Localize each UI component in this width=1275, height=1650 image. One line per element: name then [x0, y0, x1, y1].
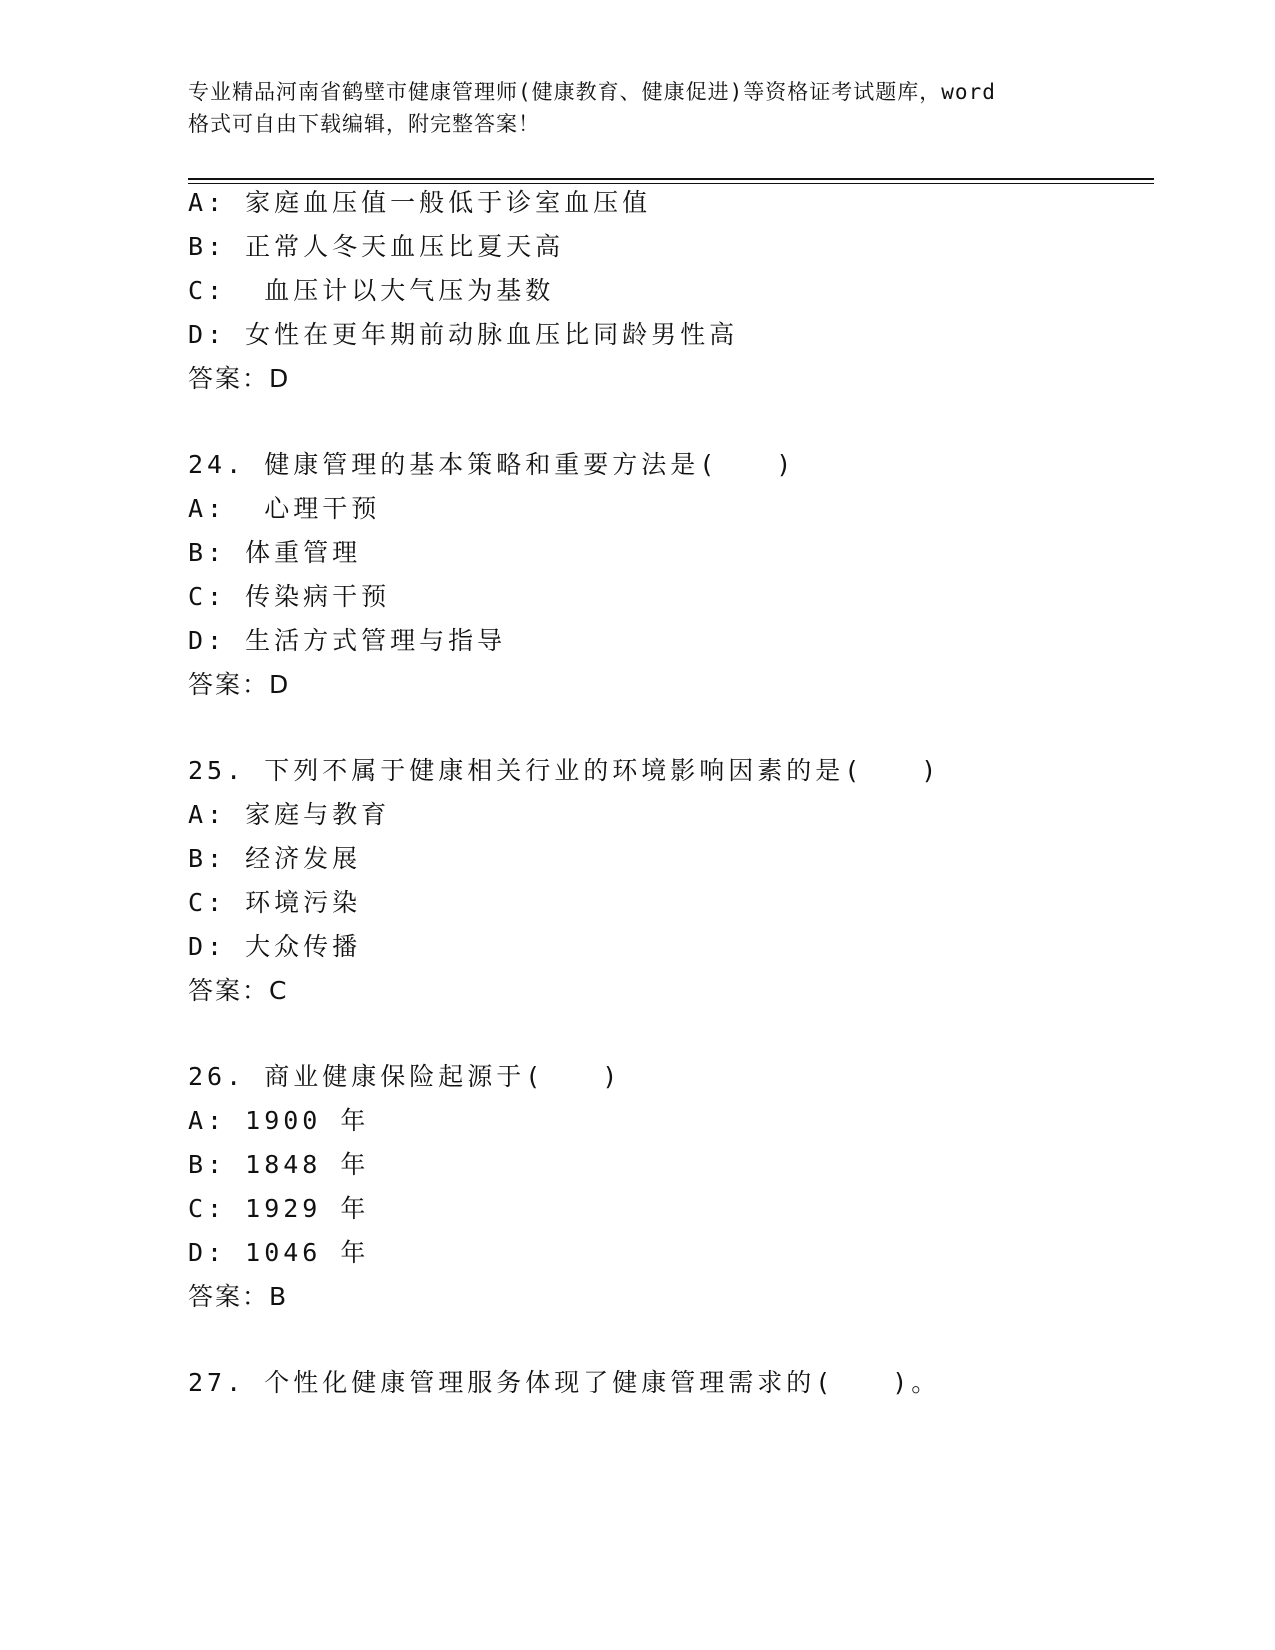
- header-divider-thick: [188, 178, 1154, 180]
- header-line-1: 专业精品河南省鹤壁市健康管理师(健康教育、健康促进)等资格证考试题库，word: [188, 80, 996, 104]
- header-line-2: 格式可自由下载编辑，附完整答案！: [188, 112, 540, 136]
- answer-label: 答案：C: [188, 976, 289, 1005]
- header-divider-thin: [188, 183, 1154, 184]
- document-header: [188, 76, 1088, 140]
- answer-label: 答案：B: [188, 1282, 289, 1311]
- option-d: D: 1046 年: [188, 1238, 370, 1267]
- option-c: C: 血压计以大气压为基数: [188, 276, 555, 305]
- option-d: D: 大众传播: [188, 932, 362, 961]
- question-25-stem: 25. 下列不属于健康相关行业的环境影响因素的是( ): [188, 756, 941, 785]
- option-c: C: 环境污染: [188, 888, 362, 917]
- option-c: C: 传染病干预: [188, 582, 391, 611]
- question-27-stem: 27. 个性化健康管理服务体现了健康管理需求的( )。: [188, 1368, 941, 1397]
- option-b: B: 正常人冬天血压比夏天高: [188, 232, 565, 261]
- option-b: B: 1848 年: [188, 1150, 370, 1179]
- option-a: A: 心理干预: [188, 494, 381, 523]
- answer-label: 答案：D: [188, 364, 291, 393]
- option-a: A: 家庭血压值一般低于诊室血压值: [188, 188, 652, 217]
- option-b: B: 体重管理: [188, 538, 362, 567]
- option-b: B: 经济发展: [188, 844, 362, 873]
- question-24-stem: 24. 健康管理的基本策略和重要方法是( ): [188, 450, 796, 479]
- option-a: A: 家庭与教育: [188, 800, 391, 829]
- option-d: D: 生活方式管理与指导: [188, 626, 507, 655]
- option-c: C: 1929 年: [188, 1194, 370, 1223]
- option-a: A: 1900 年: [188, 1106, 370, 1135]
- answer-label: 答案：D: [188, 670, 291, 699]
- question-26-stem: 26. 商业健康保险起源于( ): [188, 1062, 622, 1091]
- option-d: D: 女性在更年期前动脉血压比同龄男性高: [188, 320, 739, 349]
